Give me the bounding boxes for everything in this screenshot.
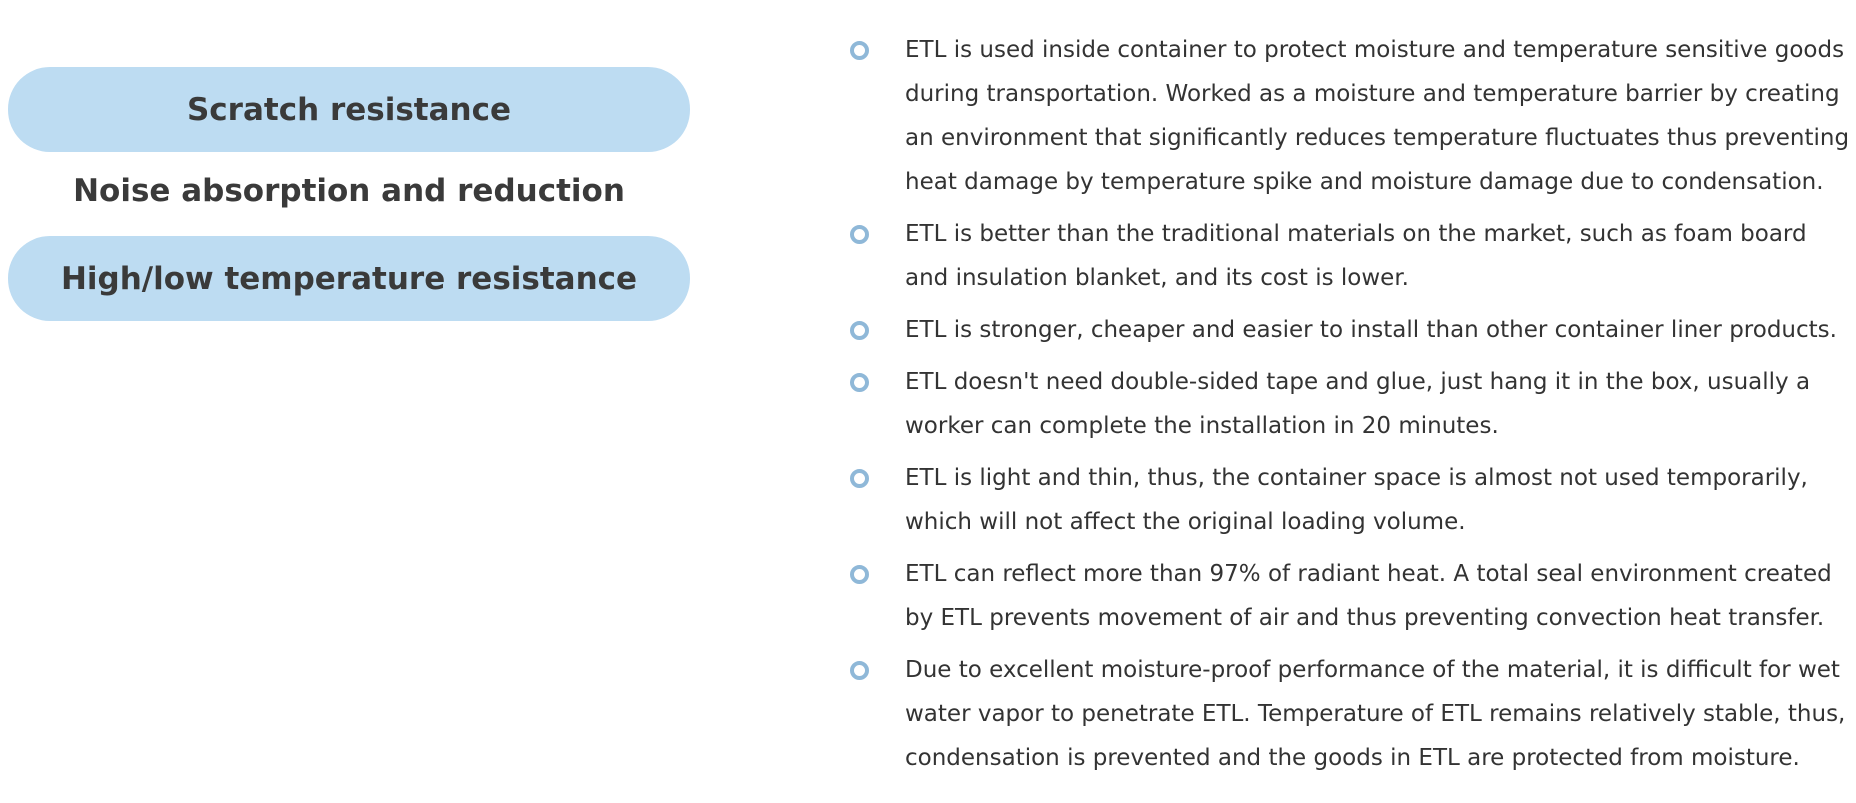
- bullet-text: ETL is better than the traditional materials on the market, such as foam board and insulation blanket, and its cost is lower.: [905, 221, 1807, 291]
- bullet-text: ETL is stronger, cheaper and easier to install than other container liner products.: [905, 317, 1837, 343]
- feature-list: [0, 0, 700, 803]
- list-item: [846, 552, 1850, 640]
- bullet-text: ETL doesn't need double-sided tape and glue, just hang it in the box, usually a worker can complete the installation in 20 minutes.: [905, 369, 1811, 439]
- bullet-text: ETL is light and thin, thus, the container space is almost not used temporarily, which will not affect the original loading volume.: [905, 465, 1808, 535]
- bullet-text: ETL is used inside container to protect moisture and temperature sensitive goods during transportation. Worked as a moisture and temperature barrier by creating an environment that significantly reduces temperature fluctuates thus preventing heat damage by temperature spike and moisture damage due to condensation.: [905, 37, 1850, 195]
- bullet-list: [846, 28, 1850, 788]
- list-item: [846, 308, 1850, 352]
- list-item: [846, 212, 1850, 300]
- feature-pill-scratch-resistance: [8, 67, 690, 152]
- list-item: [846, 360, 1850, 448]
- circle-bullet-icon: [850, 469, 869, 488]
- list-item: [846, 28, 1850, 204]
- circle-bullet-icon: [850, 661, 869, 680]
- feature-pill-temperature-resistance: [8, 236, 690, 321]
- circle-bullet-icon: [850, 321, 869, 340]
- feature-label: Noise absorption and reduction: [73, 172, 625, 209]
- bullet-text: Due to excellent moisture-proof performance of the material, it is difficult for wet water vapor to penetrate ETL. Temperature of ETL remains relatively stable, thus, condensation is prevented and the goods in ETL are protected from moisture.: [905, 657, 1846, 771]
- circle-bullet-icon: [850, 565, 869, 584]
- list-item: [846, 648, 1850, 780]
- bullet-text: ETL can reflect more than 97% of radiant heat. A total seal environment created by ETL prevents movement of air and thus preventing convection heat transfer.: [905, 561, 1832, 631]
- feature-label: Scratch resistance: [186, 91, 512, 128]
- circle-bullet-icon: [850, 41, 869, 60]
- circle-bullet-icon: [850, 225, 869, 244]
- list-item: [846, 456, 1850, 544]
- feature-label: High/low temperature resistance: [60, 260, 638, 297]
- feature-pill-noise-absorption: [8, 148, 690, 233]
- circle-bullet-icon: [850, 373, 869, 392]
